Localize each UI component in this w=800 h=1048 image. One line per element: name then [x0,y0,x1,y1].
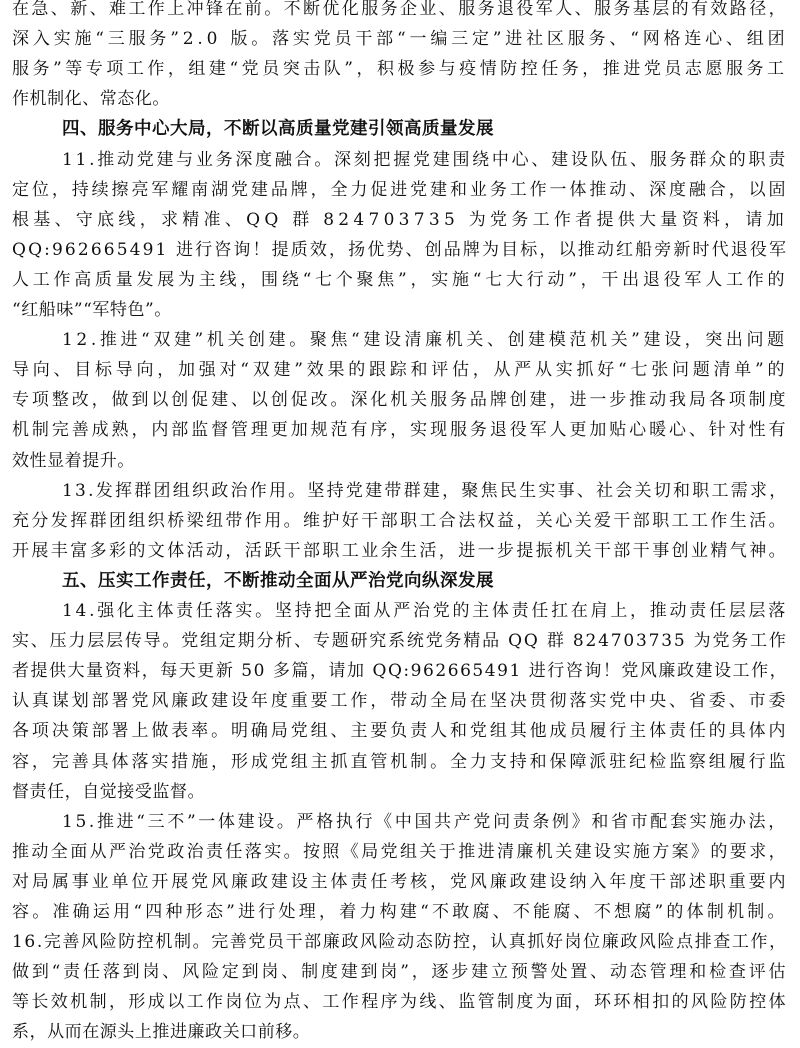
text-line: 机制完善成熟，内部监督管理更加规范有序，实现服务退役军人更加贴心暖心、针对性有 [12,420,789,441]
text-line: 15.推进“三不”一体建设。严格执行《中国共产党问责条例》和省市配套实施办法， [62,811,788,832]
text-line: 在急、新、难工作上冲锋在前。不断优化服务企业、服务退役军人、服务基层的有效路径， [12,0,788,19]
text-line: 开展丰富多彩的文体活动，活跃干部职工业余生活，进一步提振机关干部干事创业精气神。 [12,540,788,561]
text-line: 13.发挥群团组织政治作用。坚持党建带群建，聚焦民生实事、社会关切和职工需求， [62,480,789,501]
text-line: “红船味”“军特色”。 [12,300,172,320]
text-line: 充分发挥群团组织桥梁纽带作用。维护好干部职工合法权益，关心关爱干部职工工作生活。 [12,510,788,531]
text-line: 服务”等专项工作，组建“党员突击队”，积极参与疫情防控任务，推进党员志愿服务工 [12,59,788,80]
text-line: 容。准确运用“四种形态”进行处理，着力构建“不敢腐、不能腐、不想腐”的体制机制。 [12,902,788,922]
text-line: 定位，持续擦亮军耀南湖党建品牌，全力促进党建和业务工作一体推动、深度融合，以固 [12,179,789,200]
section-heading: 四、服务中心大局，不断以高质量党建引领高质量发展 [62,119,494,140]
text-line: 根基、守底线，求精准、QQ 群 824703735 为党务工作者提供大量资料，请加 [12,209,788,230]
text-line: 督责任，自觉接受监督。 [12,781,206,802]
text-line: 者提供大量资料，每天更新 50 多篇，请加 QQ:962665491 进行咨询！党风廉政建设工作， [12,661,789,682]
text-line: 效性显着提升。 [12,450,135,471]
text-line: 12.推进“双建”机关创建。聚焦“建设清廉机关、创建模范机关”建设，突出问题 [62,330,788,351]
text-line: 16.完善风险防控机制。完善党员干部廉政风险动态防控，认真抓好岗位廉政风险点排查工作， [12,932,788,953]
text-line: 等长效机制，形成以工作岗位为点、工作程序为线、监管制度为面，环环相扣的风险防控体 [12,992,788,1013]
text-line: 系，从而在源头上推进廉政关口前移。 [12,1022,311,1043]
text-line: QQ:962665491 进行咨询！提质效，扬优势、创品牌为目标，以推动红船旁新时代退役军 [12,239,789,260]
text-line: 人工作高质量发展为主线，围绕“七个聚焦”，实施“七大行动”，干出退役军人工作的 [12,269,789,290]
text-line: 作机制化、常态化。 [12,89,170,110]
text-line: 推动全面从严治党政治责任落实。按照《局党组关于推进清廉机关建设实施方案》的要求， [12,841,788,862]
text-line: 做到“责任落到岗、风险定到岗、制度建到岗”，逐步建立预警处置、动态管理和检查评估 [12,962,789,983]
text-line: 对局属事业单位开展党风廉政建设主体责任考核，党风廉政建设纳入年度干部述职重要内 [12,871,789,892]
text-line: 容，完善具体落实措施，形成党组主抓直管机制。全力支持和保障派驻纪检监察组履行监 [12,751,789,772]
text-line: 各项决策部署上做表率。明确局党组、主要负责人和党组其他成员履行主体责任的具体内 [12,721,789,742]
section-heading: 五、压实工作责任，不断推动全面从严治党向纵深发展 [62,570,494,591]
text-line: 认真谋划部署党风廉政建设年度重要工作，带动全局在坚决贯彻落实党中央、省委、市委 [12,691,789,712]
text-line: 11.推动党建与业务深度融合。深刻把握党建围绕中心、建设队伍、服务群众的职责 [62,149,788,170]
text-line: 14.强化主体责任落实。坚持把全面从严治党的主体责任扛在肩上，推动责任层层落 [62,601,788,621]
text-line: 深入实施“三服务”2.0 版。落实党员干部“一编三定”进社区服务、“网格连心、组团 [12,29,789,50]
text-line: 实、压力层层传导。党组定期分析、专题研究系统党务精品 QQ 群 824703735 为党务工作 [12,631,788,652]
text-line: 专项整改，做到以创促建、以创促改。深化机关服务品牌创建，进一步推动我局各项制度 [12,390,789,411]
text-line: 导向、目标导向，加强对“双建”效果的跟踪和评估，从严从实抓好“七张问题清单”的 [12,360,789,381]
